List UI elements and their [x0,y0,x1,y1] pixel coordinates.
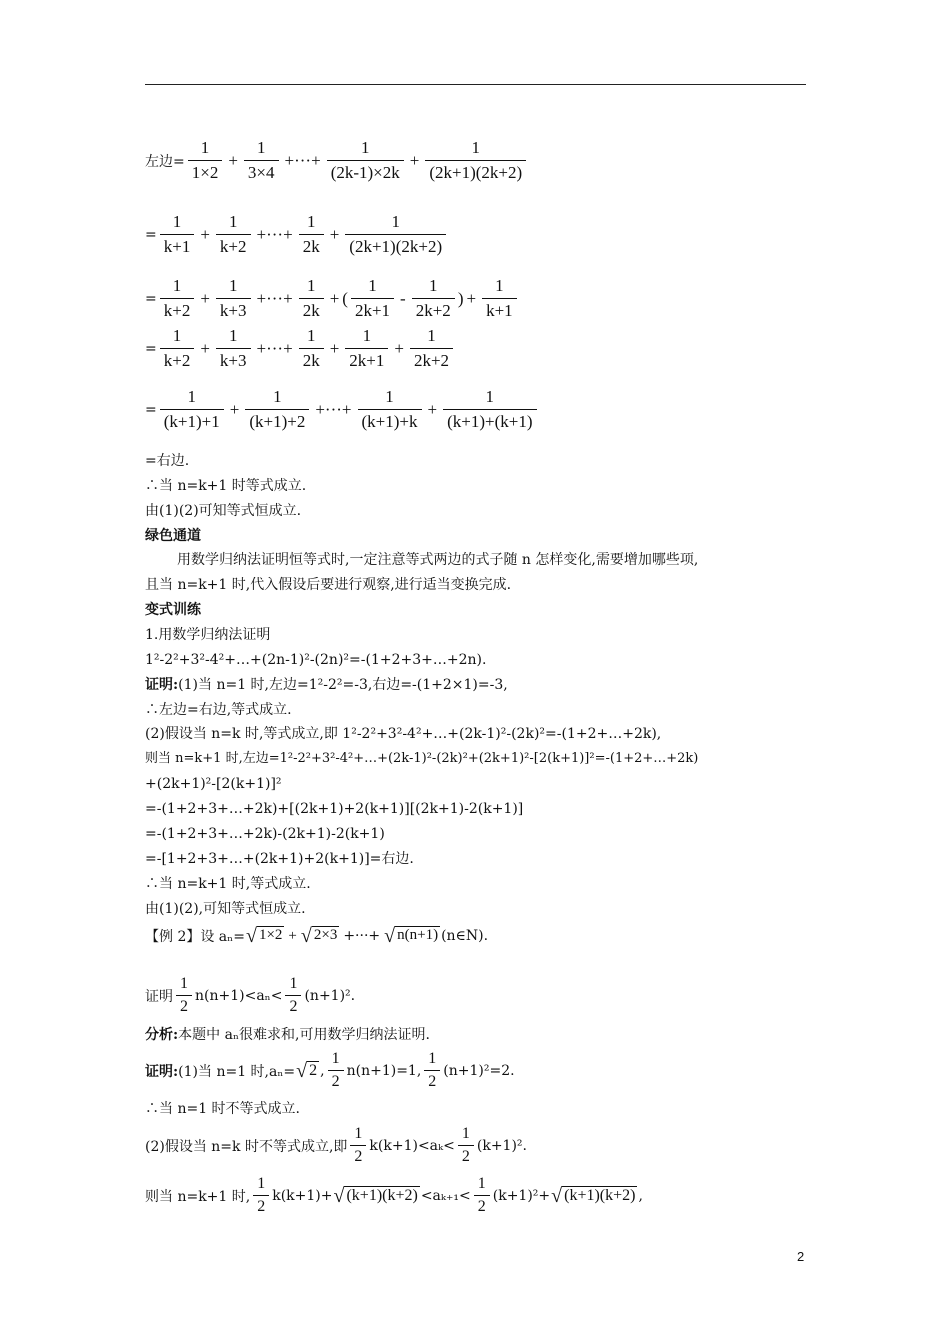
equals-sign: = [145,401,157,418]
proof-line-2: ∴当 n=1 时不等式成立. [145,1101,301,1117]
fraction: $\frac{1}{k+1}$ [482,276,517,321]
therefore-line: ∴当 n=k+1 时等式成立. [145,478,307,494]
prove-middle: n(n+1)<aₙ< [195,987,283,1004]
variant-line-10: =-[1+2+3+…+(2k+1)+2(k+1)]=右边. [145,851,414,867]
sqrt-term: √ 2×3 [300,925,338,947]
fraction-half: $\frac{1}{2}$ [458,1125,474,1166]
fraction: $\frac{1}{(k+1)+2}$ [245,387,309,432]
fraction-half: $\frac{1}{2}$ [285,975,301,1016]
ellipsis-sum: +···+ [256,224,293,244]
proof-text: 则当 n=k+1 时, [145,1188,251,1205]
example-2-line [145,926,488,946]
proof-text: , [638,1187,643,1204]
equation-row-5 [145,387,540,432]
sqrt-term: √ 1×2 [245,925,283,947]
example-2-label: 【例 2】设 aₙ= [145,929,245,945]
proof-text: <aₖ₊₁< [420,1187,471,1204]
right-side-line: =右边. [145,453,190,469]
proof-text: (1)当 n=1 时,aₙ= [178,1063,296,1080]
fraction-half: $\frac{1}{2}$ [328,1050,344,1091]
fraction-half: $\frac{1}{2}$ [176,975,192,1016]
fraction-half: $\frac{1}{2}$ [474,1175,490,1216]
analysis-label: 分析: [145,1027,179,1043]
equals-sign: = [145,290,157,307]
fraction: $\frac{1}{k+2}$ [160,326,195,371]
variant-line-11: ∴当 n=k+1 时,等式成立. [145,876,311,892]
fraction: $\frac{1}{2k}$ [299,212,324,257]
ellipsis-sum: +···+ [315,399,352,419]
page-number: 2 [797,1249,805,1264]
analysis-line: 分析:本题中 aₙ很难求和,可用数学归纳法证明. [145,1027,430,1043]
plus-sign: + [200,338,210,358]
fraction: $\frac{1}{2k+2}$ [410,326,453,371]
fraction: $\frac{1}{k+2}$ [216,212,251,257]
plus-sign: + [329,224,340,244]
fraction: $\frac{1}{2k+2}$ [412,276,455,321]
plus-sign: + [229,399,240,419]
header-rule [145,84,806,85]
variant-line-7: +(2k+1)²-[2(k+1)]² [145,776,282,792]
sqrt-term: √ (k+1)(k+2) [551,1184,636,1207]
plus-sign: + [466,288,477,308]
sqrt-term: √ n(n+1) [384,925,439,947]
fraction-half: $\frac{1}{2}$ [424,1050,440,1091]
fraction: $\frac{1}{2k}$ [299,326,324,371]
fraction: $\frac{1}{2k+1}$ [345,326,388,371]
conclusion-line: 由(1)(2)可知等式恒成立. [145,503,302,519]
variant-line-6: 则当 n=k+1 时,左边=1²-2²+3²-4²+…+(2k-1)²-(2k)²+(2k+1)²-[2(k+1)]²=-(1+2+…+2k) [145,751,699,766]
fraction: $\frac{1}{k+3}$ [216,276,251,321]
prove-label: 证明 [145,988,173,1005]
prove-statement [145,975,355,1016]
variant-line-12: 由(1)(2),可知等式恒成立. [145,901,306,917]
plus-sign: + [200,224,210,244]
fraction-half: $\frac{1}{2}$ [253,1175,269,1216]
fraction-half: $\frac{1}{2}$ [350,1125,366,1166]
fraction: $\frac{1}{(k+1)+1}$ [160,387,224,432]
proof-line-4 [145,1175,643,1216]
minus-sign: - [400,288,406,308]
proof-text: (2)假设当 n=k 时不等式成立,即 [145,1138,348,1155]
left-paren: ( [342,288,348,308]
plus-sign: + [200,288,210,308]
ellipsis-sum: +···+ [256,338,293,358]
equation-row-4 [145,326,456,371]
proof-text: n(n+1)=1, [346,1062,422,1079]
plus-sign: + [329,288,340,308]
fraction: $\frac{1}{(k+1)+k}$ [358,387,422,432]
variant-line-2: 1²-2²+3²-4²+…+(2n-1)²-(2n)²=-(1+2+3+…+2n). [145,652,487,668]
equals-sign: = [145,226,157,243]
proof-text: (n+1)²=2. [443,1062,515,1079]
ellipsis-sum: +···+ [256,288,293,308]
fraction: $\frac{1}{(2k+1)(2k+2)}$ [345,212,446,257]
proof-text: (k+1)²+ [492,1187,551,1204]
fraction: $\frac{1}{k+1}$ [160,212,195,257]
section-heading-green: 绿色通道 [145,528,201,544]
plus-sign: + [288,927,297,944]
left-side-label: 左边= [145,153,185,170]
proof-text: k(k+1)+ [272,1187,333,1204]
fraction: $\frac{1}{1\times 2}$ [188,138,223,183]
green-paragraph-line-2: 且当 n=k+1 时,代入假设后要进行观察,进行适当变换完成. [145,577,512,593]
equation-row-3 [145,276,520,321]
green-paragraph-line-1: 用数学归纳法证明恒等式时,一定注意等式两边的式子随 n 怎样变化,需要增加哪些项, [177,552,699,568]
proof-label: 证明: [145,677,179,693]
fraction: $\frac{1}{(k+1)+(k+1)}$ [443,387,536,432]
equation-row-2 [145,212,449,257]
ellipsis-sum: +···+ [284,150,321,170]
plus-sign: + [427,399,438,419]
variant-line-3: 证明:(1)当 n=1 时,左边=1²-2²=-3,右边=-(1+2×1)=-3, [145,677,508,693]
right-paren: ) [457,288,464,308]
ellipsis-sum: +···+ [343,928,381,944]
variant-line-1: 1.用数学归纳法证明 [145,627,271,643]
variant-line-8: =-(1+2+3+…+2k)+[(2k+1)+2(k+1)][(2k+1)-2(k+1)] [145,801,524,817]
plus-sign: + [228,150,238,170]
proof-text: (k+1)². [476,1137,527,1154]
proof-line-3 [145,1125,527,1166]
prove-tail: (n+1)². [304,987,356,1004]
fraction: $\frac{1}{(2k+1)(2k+2)}$ [425,138,526,183]
plus-sign: + [409,150,420,170]
fraction: $\frac{1}{(2k-1)\times 2k}$ [327,138,404,183]
proof-line-1: 证明: (1)当 n=1 时,aₙ= √ 2 , $\frac{1}{2}$ n(n+1)=1, $\frac{1}{2}$ (n+1)²=2. [145,1050,515,1090]
proof-text: k(k+1)<aₖ< [369,1137,455,1154]
variant-line-5: (2)假设当 n=k 时,等式成立,即 1²-2²+3²-4²+…+(2k-1)²-(2k)²=-(1+2+…+2k), [145,726,662,742]
equals-sign: = [145,340,157,357]
sqrt-term: √ (k+1)(k+2) [333,1184,418,1207]
fraction: $\frac{1}{2k}$ [299,276,324,321]
section-heading-variant: 变式训练 [145,602,201,618]
variant-line-4: ∴左边=右边,等式成立. [145,702,292,718]
plus-sign: + [394,338,404,358]
fraction: $\frac{1}{k+3}$ [216,326,251,371]
fraction: $\frac{1}{2k+1}$ [351,276,394,321]
sqrt-term: √ 2 [296,1059,318,1082]
plus-sign: + [329,338,340,358]
fraction: $\frac{1}{k+2}$ [160,276,195,321]
equation-row-1 [145,138,529,183]
proof-label: 证明: [145,1063,179,1080]
domain-note: (n∈N). [441,928,489,944]
variant-line-9: =-(1+2+3+…+2k)-(2k+1)-2(k+1) [145,826,385,842]
fraction: $\frac{1}{3\times 4}$ [244,138,279,183]
